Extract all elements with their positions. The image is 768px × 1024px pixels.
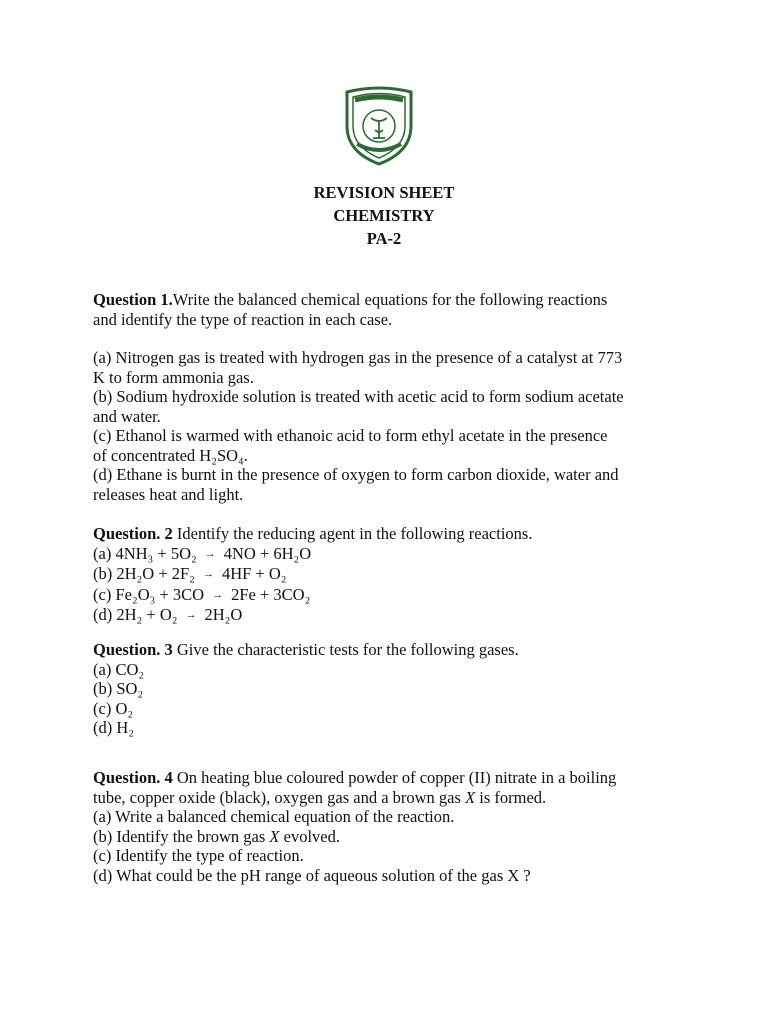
- q4-part-c: (c) Identify the type of reaction.: [93, 846, 304, 865]
- q2-c-reactants: (c) Fe₂O₃ + 3CO: [93, 584, 205, 604]
- arrow-icon: →: [202, 568, 214, 580]
- q2-d-products: 2H₂O: [204, 605, 243, 624]
- question-2: [93, 524, 693, 626]
- q3-part-a: (a) CO₂: [93, 659, 145, 679]
- q2-d-reactants: (d) 2H₂ + O₂: [93, 605, 178, 624]
- q2-reaction-a: [93, 544, 693, 565]
- question-2-label: Question. 2: [93, 524, 173, 543]
- q1-part-b: (b) Sodium hydroxide solution is treated with acetic acid to form sodium acetate: [93, 387, 624, 406]
- q2-b-products: 4HF + O₂: [221, 564, 287, 583]
- arrow-icon: →: [204, 547, 216, 560]
- question-4-text-cont: tube, copper oxide (black), oxygen gas and a brown gas: [93, 787, 466, 807]
- q3-part-c: (c) O₂: [93, 698, 134, 718]
- q2-reaction-b: [93, 564, 693, 585]
- question-4-label: Question. 4: [93, 768, 173, 787]
- question-2-text: Identify the reducing agent in the following reactions.: [172, 524, 533, 543]
- assessment-title: PA-2: [366, 229, 402, 248]
- subject-title: CHEMISTRY: [333, 206, 435, 225]
- arrow-icon: →: [185, 609, 197, 621]
- question-4: [93, 768, 693, 885]
- q2-a-products: 4NO + 6H₂O: [223, 543, 312, 563]
- question-3: [93, 640, 693, 738]
- q4-part-d: (d) What could be the pH range of aqueous solution of the gas X ?: [93, 865, 531, 885]
- q1-part-c-cont: of concentrated H₂SO₄.: [93, 445, 248, 465]
- q2-c-products: 2Fe + 3CO₂: [231, 584, 311, 604]
- question-4-text-end: is formed.: [475, 787, 547, 807]
- gas-x: X: [465, 787, 476, 807]
- q2-reaction-d: [93, 605, 693, 626]
- q4-part-b: (b) Identify the brown gas: [93, 826, 270, 846]
- q3-part-b: (b) SO₂: [93, 679, 144, 698]
- question-1-text: Write the balanced chemical equations for the following reactions: [172, 290, 608, 309]
- q1-part-a: (a) Nitrogen gas is treated with hydrogen gas in the presence of a catalyst at 773: [93, 348, 623, 367]
- school-crest-icon: [343, 86, 415, 166]
- question-4-text: On heating blue coloured powder of copper (II) nitrate in a boiling: [172, 768, 617, 787]
- q4-part-b-end: evolved.: [279, 826, 340, 846]
- question-1-parts: [93, 348, 693, 504]
- question-3-text: Give the characteristic tests for the following gases.: [172, 640, 519, 659]
- q1-part-d: (d) Ethane is burnt in the presence of oxygen to form carbon dioxide, water and: [93, 465, 619, 484]
- q4-part-a: (a) Write a balanced chemical equation of the reaction.: [93, 807, 455, 826]
- gas-x: X: [269, 826, 280, 846]
- question-1-label: Question 1.: [93, 290, 173, 309]
- arrow-icon: →: [212, 588, 224, 601]
- q2-reaction-c: [93, 585, 693, 606]
- sheet-title: REVISION SHEET: [313, 183, 455, 202]
- q2-a-reactants: (a) 4NH₃ + 5O₂: [93, 543, 197, 563]
- question-3-label: Question. 3: [93, 640, 173, 659]
- question-1: [93, 290, 693, 329]
- q3-part-d: (d) H₂: [93, 718, 135, 737]
- q2-b-reactants: (b) 2H₂O + 2F₂: [93, 564, 195, 583]
- question-1-text-cont: and identify the type of reaction in each case.: [93, 309, 393, 329]
- q1-part-b-cont: and water.: [93, 406, 161, 426]
- q1-part-d-cont: releases heat and light.: [93, 484, 244, 504]
- q1-part-c: (c) Ethanol is warmed with ethanoic acid to form ethyl acetate in the presence: [93, 426, 608, 445]
- q1-part-a-cont: K to form ammonia gas.: [93, 367, 254, 387]
